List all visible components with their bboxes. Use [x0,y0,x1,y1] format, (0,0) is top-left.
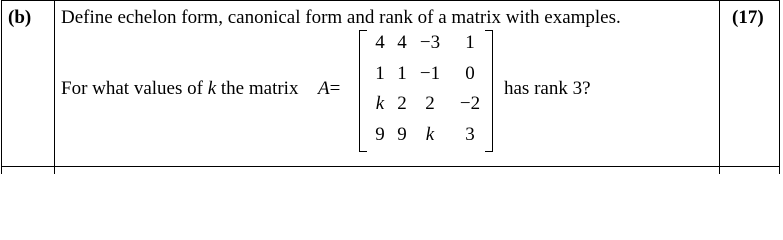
matrix-cell-r3-c2: 2 [397,93,407,114]
matrix-a [359,30,493,152]
matrix-cell-r3-c3: 2 [425,93,435,114]
variable-k: k [207,78,217,99]
question-text-line2 [61,78,298,100]
marks-divider [719,0,720,174]
equals-sign: = [329,78,341,99]
matrix-cell-r1-c2: 4 [397,32,407,53]
question-text-line1: Define echelon form, canonical form and rank of a matrix with examples. [61,7,621,28]
matrix-name: A [318,78,330,99]
matrix-cell-r1-c4: 1 [465,32,475,53]
matrix-cell-r4-c2: 9 [397,124,407,145]
matrix-cell-r2-c3: −1 [419,63,441,84]
matrix-right-bracket [485,30,493,152]
question-marks: (17) [732,7,764,28]
matrix-equation-lhs [318,78,340,100]
matrix-cell-r4-c3: k [425,124,435,145]
label-divider [54,0,55,174]
matrix-left-bracket [359,30,367,152]
matrix-cell-r1-c3: −3 [419,32,441,53]
question-prefix: For what values of [61,78,208,99]
matrix-cell-r2-c1: 1 [375,63,385,84]
question-suffix: the matrix [216,78,299,99]
matrix-cell-r2-c4: 0 [465,63,475,84]
matrix-cell-r4-c1: 9 [375,124,385,145]
matrix-cell-r3-c1: k [375,93,385,114]
matrix-cell-r4-c4: 3 [465,124,475,145]
top-rule [2,0,779,1]
matrix-cell-r3-c4: −2 [459,93,481,114]
bottom-rule [2,166,779,167]
question-tail: has rank 3? [504,78,591,99]
matrix-cell-r2-c2: 1 [397,63,407,84]
matrix-cell-r1-c1: 4 [375,32,385,53]
question-label: (b) [8,7,32,28]
